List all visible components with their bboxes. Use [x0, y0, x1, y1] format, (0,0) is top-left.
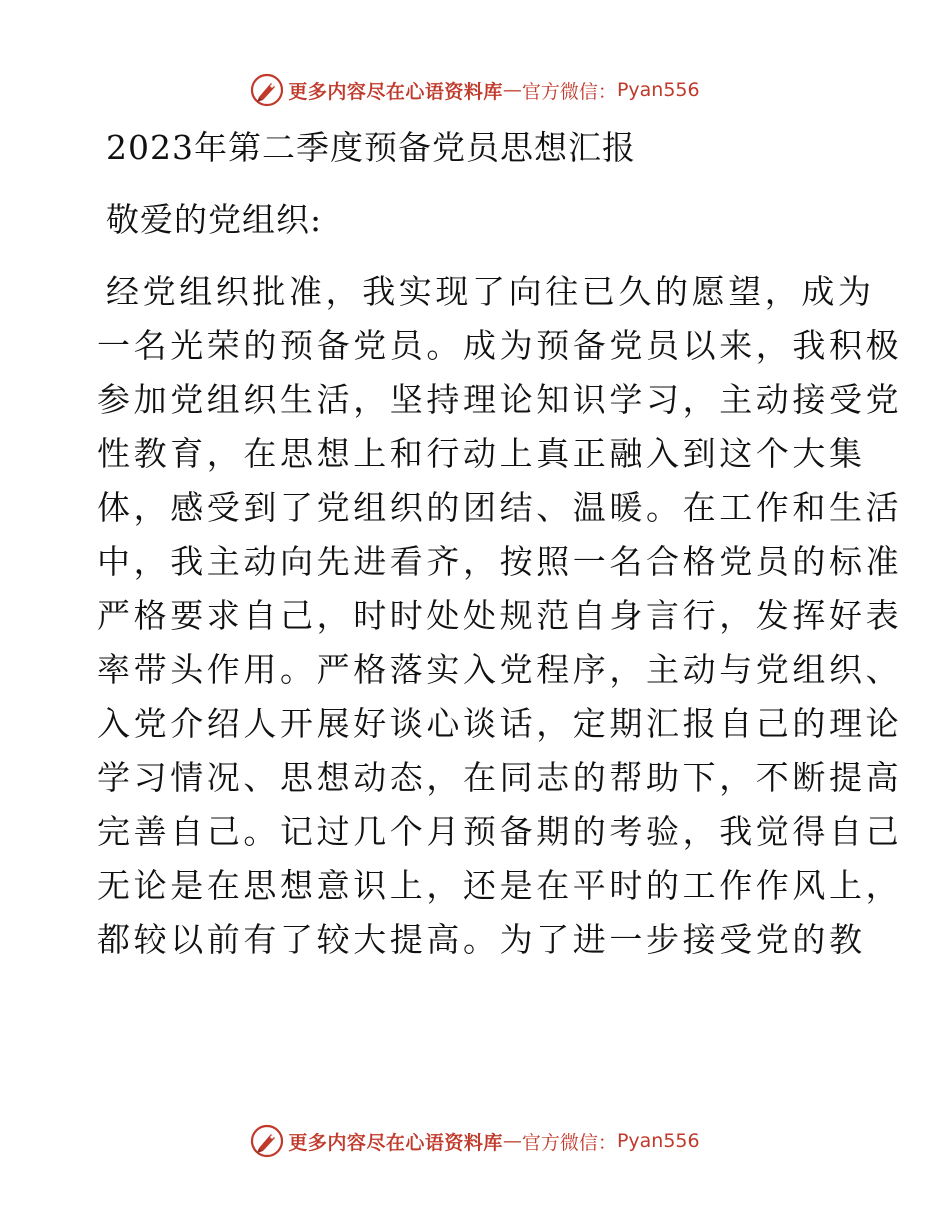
- paragraph-line: 中，我主动向先进看齐，按照一名合格党员的标准: [97, 542, 903, 581]
- watermark-main-text: 更多内容尽在心语资料库: [288, 80, 503, 103]
- watermark-handle: Pyan556: [616, 79, 700, 101]
- paragraph-line: 完善自己。记过几个月预备期的考验，我觉得自己: [97, 812, 903, 851]
- paragraph-line: 严格要求自己，时时处处规范自身言行，发挥好表: [97, 596, 903, 635]
- document-title: 2023年第二季度预备党员思想汇报: [106, 128, 636, 167]
- paragraph-line: 无论是在思想意识上，还是在平时的工作作风上，: [97, 866, 903, 905]
- watermark-main-text: 更多内容尽在心语资料库: [288, 1131, 503, 1154]
- salutation: 敬爱的党组织:: [106, 200, 323, 239]
- paragraph-line: 都较以前有了较大提高。为了进一步接受党的教: [97, 920, 866, 959]
- watermark-dash: —: [502, 79, 522, 101]
- paragraph-line: 经党组织批准，我实现了向往已久的愿望，成为: [106, 272, 875, 311]
- header-watermark: [0, 70, 950, 110]
- paragraph-line: 一名光荣的预备党员。成为预备党员以来，我积极: [97, 326, 903, 365]
- pen-nib-seal-icon: [250, 1124, 284, 1158]
- paragraph-line: 体，感受到了党组织的团结、温暖。在工作和生活: [97, 488, 903, 527]
- paragraph-line: 率带头作用。严格落实入党程序，主动与党组织、: [97, 650, 903, 689]
- watermark-dash: —: [502, 1130, 522, 1152]
- paragraph-line: 参加党组织生活，坚持理论知识学习，主动接受党: [97, 380, 903, 419]
- footer-watermark: [0, 1121, 950, 1161]
- watermark-handle: Pyan556: [616, 1130, 700, 1152]
- watermark-contact-label: 官方微信：: [521, 1131, 617, 1154]
- paragraph-line: 学习情况、思想动态，在同志的帮助下，不断提高: [97, 758, 903, 797]
- pen-nib-seal-icon: [250, 73, 284, 107]
- watermark-contact-label: 官方微信：: [521, 80, 617, 103]
- paragraph-line: 入党介绍人开展好谈心谈话，定期汇报自己的理论: [97, 704, 903, 743]
- paragraph-line: 性教育，在思想上和行动上真正融入到这个大集: [97, 434, 866, 473]
